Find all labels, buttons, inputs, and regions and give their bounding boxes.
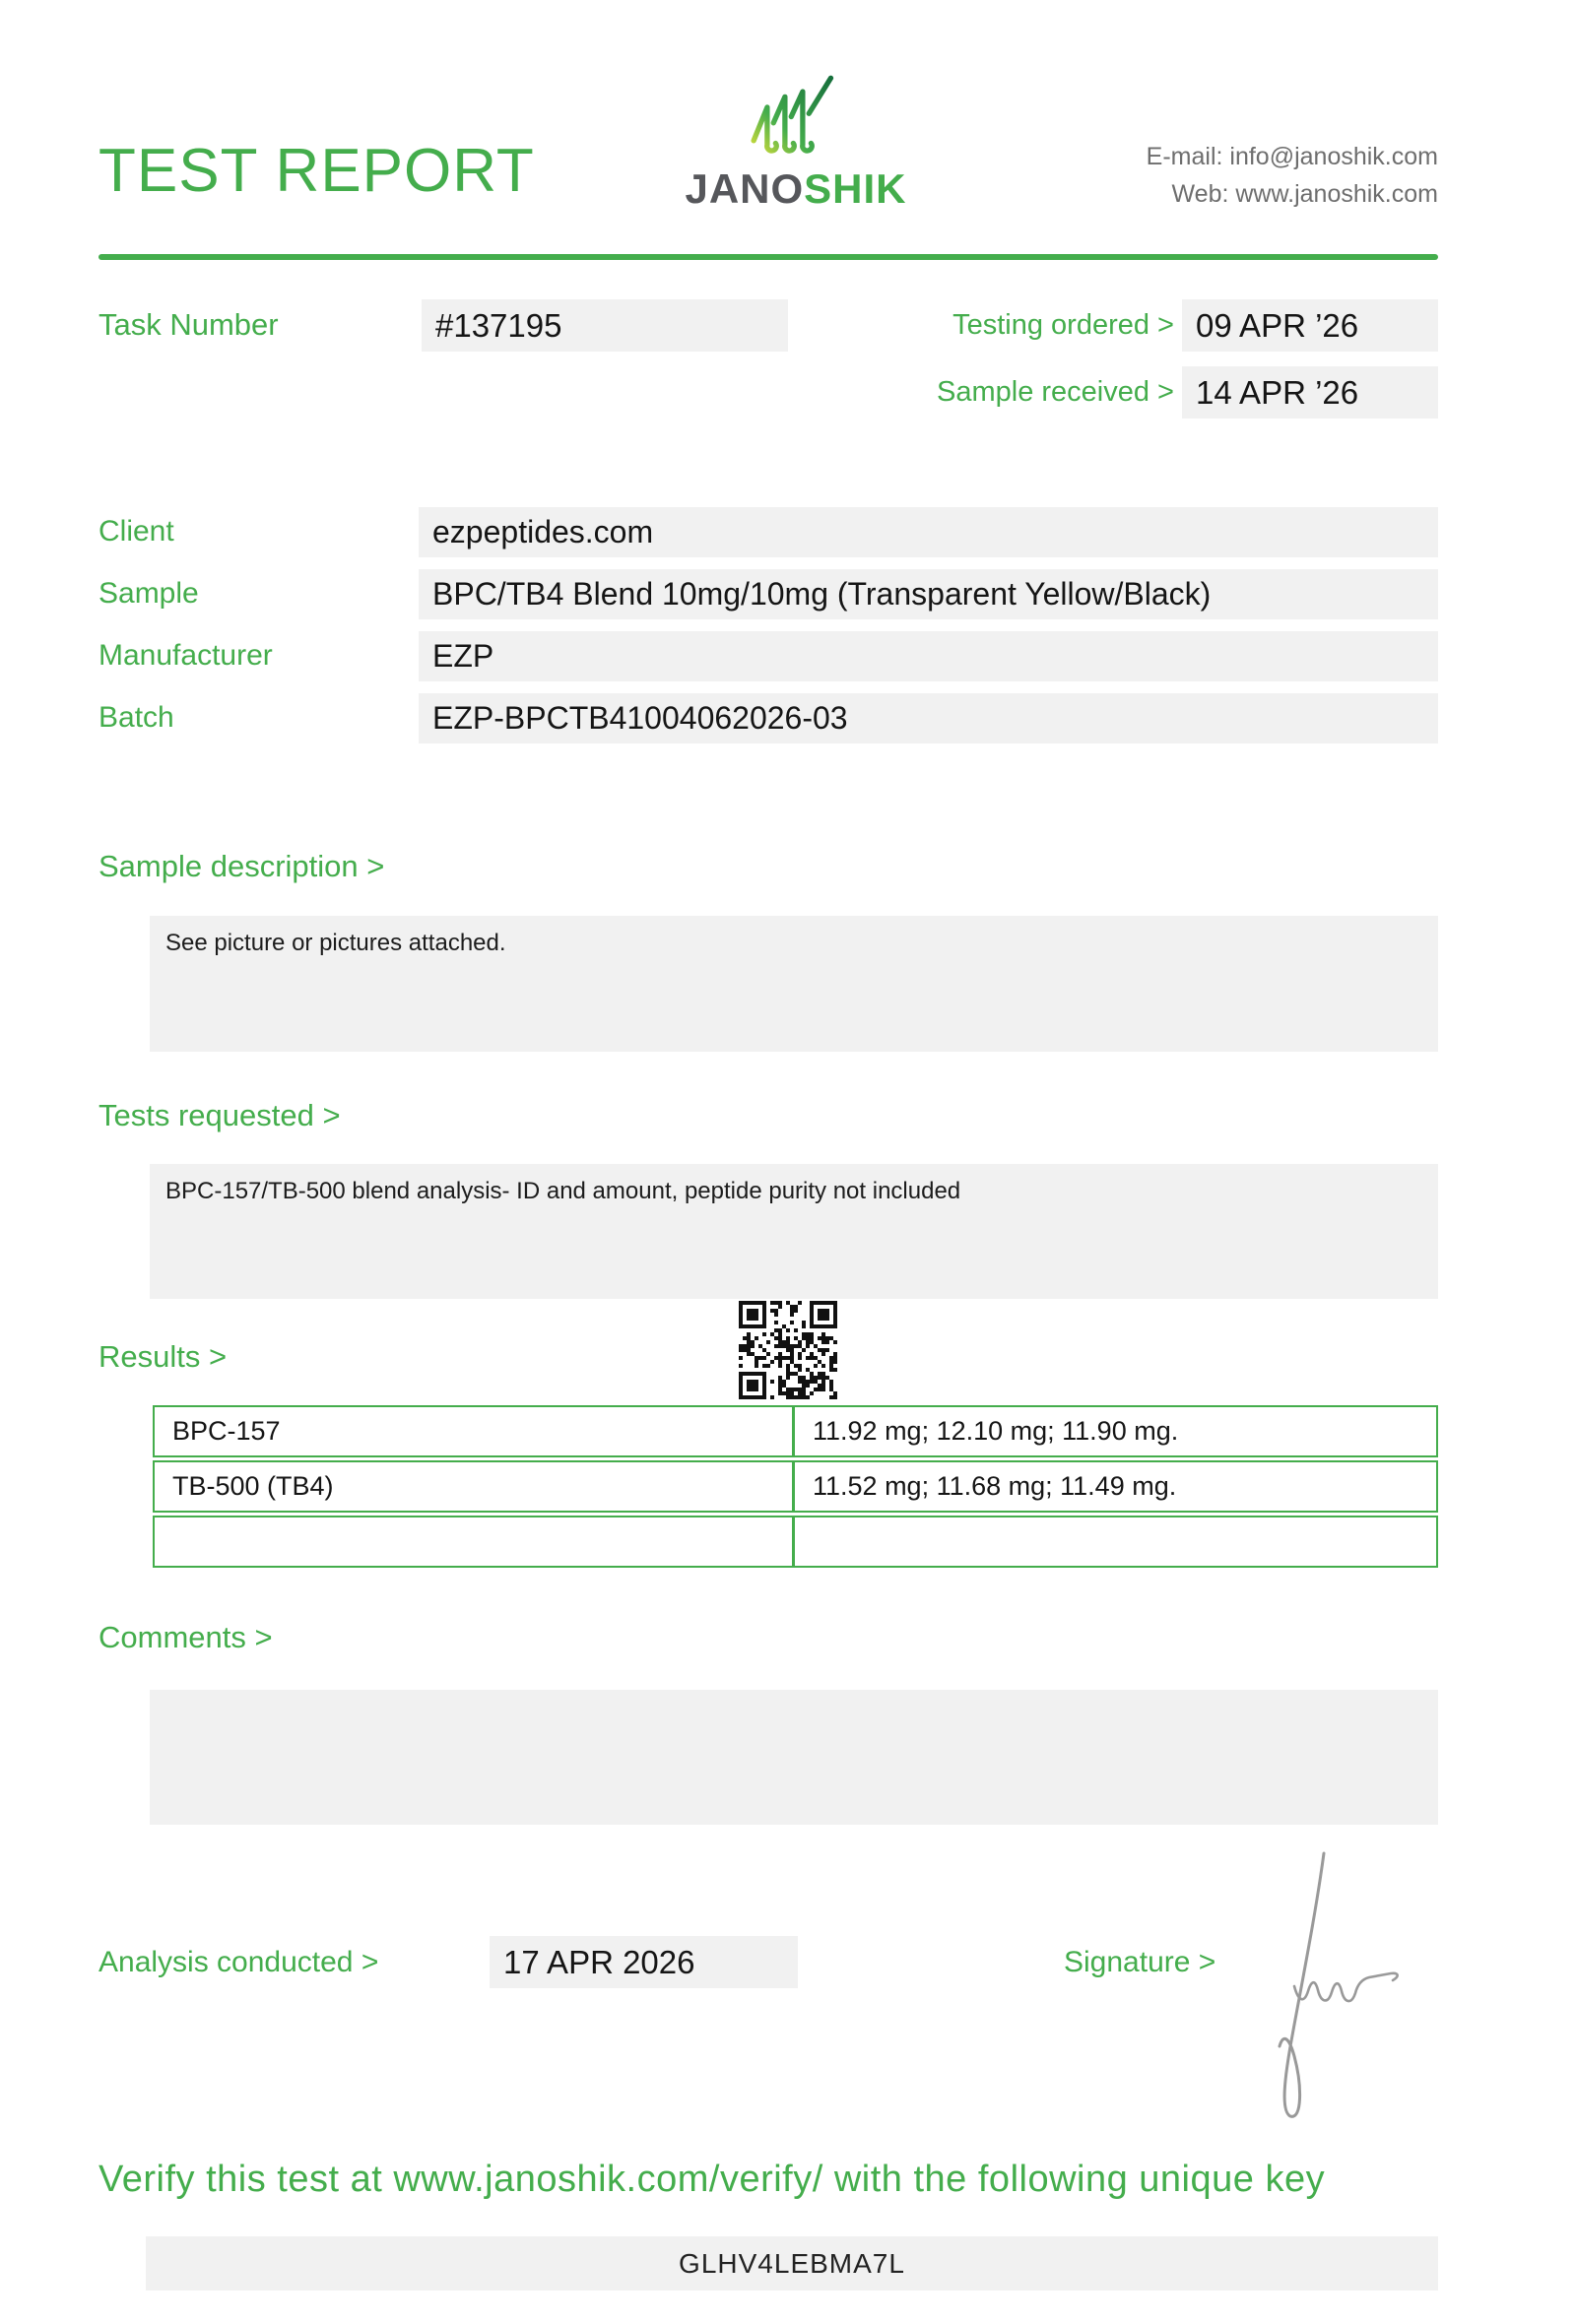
sample-value: BPC/TB4 Blend 10mg/10mg (Transparent Yellow/Black) — [419, 569, 1438, 619]
table-row — [153, 1405, 1438, 1457]
batch-label: Batch — [98, 701, 174, 734]
sample-received-value: 14 APR ’26 — [1182, 366, 1438, 419]
comments-box — [150, 1690, 1438, 1825]
janoshik-logo — [678, 73, 914, 213]
task-number-label: Task Number — [98, 307, 279, 342]
client-value: ezpeptides.com — [419, 507, 1438, 557]
header-divider — [98, 254, 1438, 260]
task-number-value: #137195 — [422, 299, 788, 352]
contact-email: E-mail: info@janoshik.com — [1146, 143, 1438, 170]
result-name: TB-500 (TB4) — [155, 1462, 795, 1511]
result-value: 11.52 mg; 11.68 mg; 11.49 mg. — [813, 1471, 1177, 1501]
sample-description-box — [150, 916, 1438, 1052]
testing-ordered-value: 09 APR ’26 — [1182, 299, 1438, 352]
result-name: BPC-157 — [155, 1407, 795, 1455]
manufacturer-label: Manufacturer — [98, 639, 273, 672]
result-name — [155, 1517, 795, 1566]
result-value — [795, 1517, 1436, 1566]
results-heading: Results > — [98, 1339, 228, 1374]
result-value: 11.92 mg; 12.10 mg; 11.90 mg. — [813, 1416, 1179, 1446]
table-row — [153, 1516, 1438, 1568]
testing-ordered-label: Testing ordered > — [952, 309, 1174, 341]
signature-icon — [1245, 1814, 1403, 2144]
unique-key: GLHV4LEBMA7L — [679, 2248, 905, 2279]
qr-code — [739, 1301, 837, 1399]
client-label: Client — [98, 515, 174, 548]
tests-requested-text: BPC-157/TB-500 blend analysis- ID and amount, peptide purity not included — [165, 1178, 961, 1204]
brand-name-part1: JANO — [685, 165, 805, 212]
comments-heading: Comments > — [98, 1620, 273, 1654]
brand-name — [678, 165, 914, 213]
unique-key-box — [146, 2236, 1438, 2291]
sample-label: Sample — [98, 577, 199, 610]
sample-description-heading: Sample description > — [98, 849, 385, 883]
table-row — [153, 1460, 1438, 1513]
page-title: TEST REPORT — [98, 137, 535, 205]
contact-info — [1147, 138, 1438, 213]
comments-text — [150, 1690, 1438, 1704]
manufacturer-value: EZP — [419, 631, 1438, 681]
sample-received-label: Sample received > — [937, 376, 1174, 408]
signature-label: Signature > — [1064, 1946, 1216, 1978]
contact-web: Web: www.janoshik.com — [1171, 180, 1438, 208]
batch-value: EZP-BPCTB41004062026-03 — [419, 693, 1438, 743]
verify-instruction: Verify this test at www.janoshik.com/verify/ with the following unique key — [98, 2159, 1326, 2200]
brand-name-part2: SHIK — [804, 165, 907, 212]
analysis-conducted-label: Analysis conducted > — [98, 1946, 379, 1978]
analysis-conducted-value: 17 APR 2026 — [490, 1936, 798, 1988]
tests-requested-heading: Tests requested > — [98, 1098, 341, 1132]
chart-peaks-icon — [678, 73, 914, 161]
tests-requested-box — [150, 1164, 1438, 1299]
results-table — [153, 1405, 1438, 1568]
sample-description-text: See picture or pictures attached. — [165, 930, 506, 956]
